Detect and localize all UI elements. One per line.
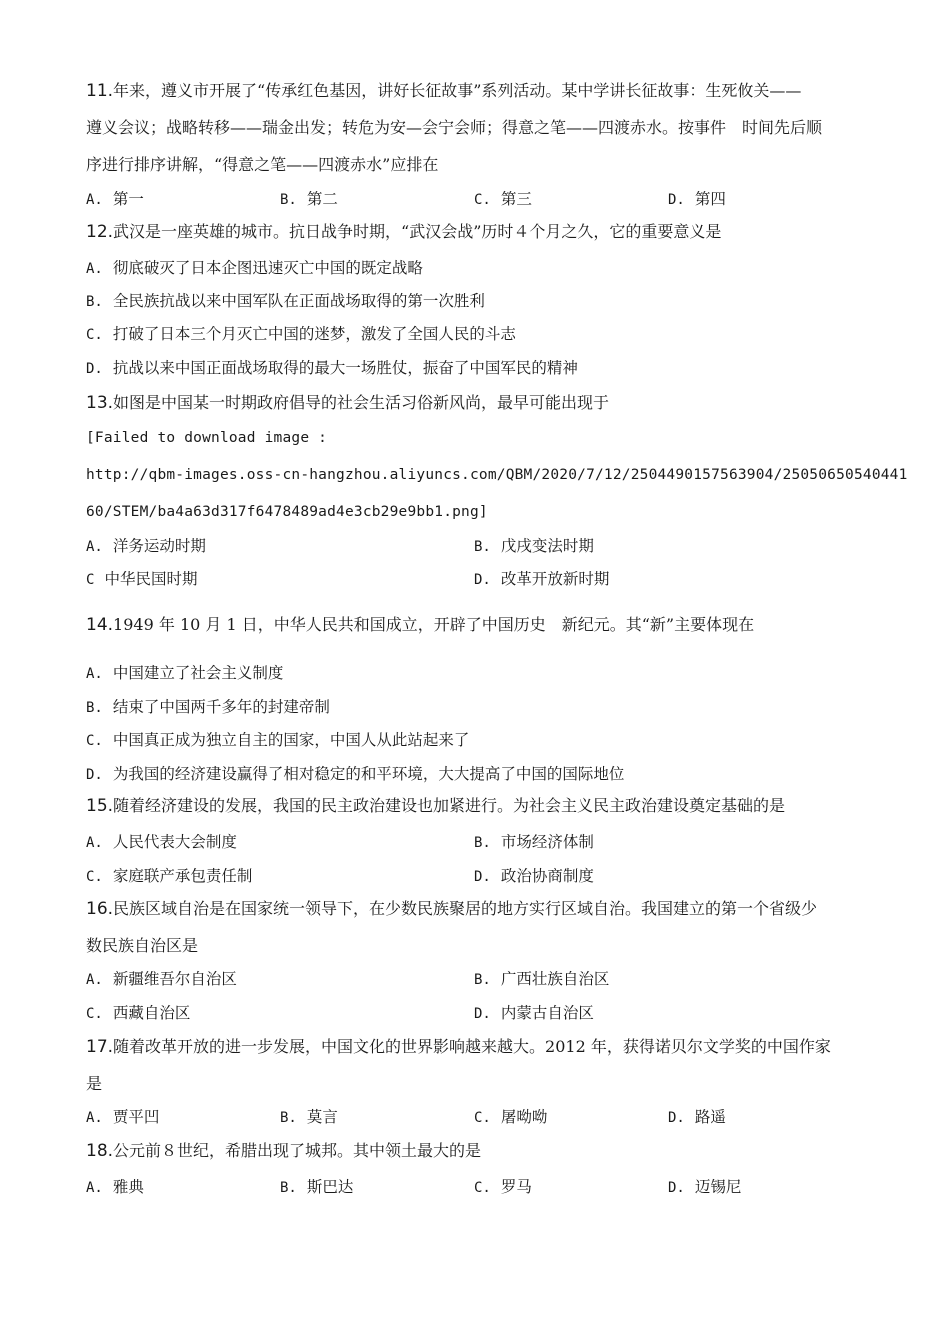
option-c: C 中华民国时期 [86, 570, 198, 588]
option-b: B. 戊戌变法时期 [474, 537, 594, 555]
option-c: C. 屠呦呦 [474, 1108, 548, 1126]
question-17-line-1: 17.随着改革开放的进一步发展，中国文化的世界影响越来越大。2012 年，获得诺贝尔文学奖的中国作家 [86, 1037, 831, 1057]
option-b: B. 市场经济体制 [474, 833, 594, 851]
option-d: D. 为我国的经济建设赢得了相对稳定的和平环境，大大提高了中国的国际地位 [86, 765, 625, 783]
option-c: C. 西藏自治区 [86, 1004, 191, 1022]
option-a: A. 人民代表大会制度 [86, 833, 237, 851]
option-b: B. 全民族抗战以来中国军队在正面战场取得的第一次胜利 [86, 292, 485, 310]
question-number: 16. [86, 899, 114, 919]
question-11-line-2: 遵义会议；战略转移——瑞金出发；转危为安—会宁会师；得意之笔——四渡赤水。按事件 时间先后顺 [86, 118, 823, 137]
question-13-line-1: 13.如图是中国某一时期政府倡导的社会生活习俗新风尚，最早可能出现于 [86, 393, 610, 413]
option-b: B. 第二 [280, 190, 338, 208]
question-number: 14. [86, 615, 114, 635]
option-a: A. 洋务运动时期 [86, 537, 206, 555]
option-d: D. 第四 [668, 190, 726, 208]
option-a: A. 中国建立了社会主义制度 [86, 664, 284, 682]
question-number: 13. [86, 393, 114, 413]
question-number: 11. [86, 81, 114, 101]
option-d: D. 政治协商制度 [474, 867, 594, 885]
option-d: D. 改革开放新时期 [474, 570, 610, 588]
option-a: A. 第一 [86, 190, 144, 208]
question-14-line-1: 14.1949 年 10 月 1 日，中华人民共和国成立，开辟了中国历史 新纪元。其“新”主要体现在 [86, 615, 755, 635]
question-16-line-2: 数民族自治区是 [86, 936, 199, 955]
option-d: D. 抗战以来中国正面战场取得的最大一场胜仗，振奋了中国军民的精神 [86, 359, 578, 377]
question-number: 17. [86, 1037, 114, 1057]
question-17-line-2: 是 [86, 1074, 103, 1093]
failed-image-url[interactable]: http://qbm-images.oss-cn-hangzhou.aliyuncs.com/QBM/2020/7/12/2504490157563904/25050650540441 [86, 467, 908, 483]
option-d: D. 路遥 [668, 1108, 726, 1126]
failed-image-notice-1: [Failed to download image : [86, 430, 328, 446]
option-d: D. 内蒙古自治区 [474, 1004, 594, 1022]
option-c: C. 中国真正成为独立自主的国家，中国人从此站起来了 [86, 731, 470, 749]
option-a: A. 彻底破灭了日本企图迅速灭亡中国的既定战略 [86, 259, 423, 277]
failed-image-notice-3: 60/STEM/ba4a63d317f6478489ad4e3cb29e9bb1.png] [86, 504, 488, 520]
option-c: C. 第三 [474, 190, 532, 208]
question-16-line-1: 16.民族区域自治是在国家统一领导下，在少数民族聚居的地方实行区域自治。我国建立的第一个省级少 [86, 899, 818, 919]
option-b: B. 广西壮族自治区 [474, 970, 610, 988]
option-c: C. 打破了日本三个月灭亡中国的迷梦，激发了全国人民的斗志 [86, 325, 516, 343]
question-15-line-1: 15.随着经济建设的发展，我国的民主政治建设也加紧进行。为社会主义民主政治建设奠定基础的是 [86, 796, 786, 816]
option-a: A. 雅典 [86, 1178, 144, 1196]
option-c: C. 罗马 [474, 1178, 532, 1196]
question-12-line-1: 12.武汉是一座英雄的城市。抗日战争时期，“武汉会战”历时４个月之久，它的重要意义是 [86, 222, 722, 242]
option-b: B. 结束了中国两千多年的封建帝制 [86, 698, 330, 716]
question-11-line-1: 11.年来，遵义市开展了“传承红色基因，讲好长征故事”系列活动。某中学讲长征故事：生死攸关—— [86, 81, 802, 101]
option-a: A. 贾平凹 [86, 1108, 160, 1126]
question-number: 12. [86, 222, 114, 242]
option-d: D. 迈锡尼 [668, 1178, 742, 1196]
option-c: C. 家庭联产承包责任制 [86, 867, 253, 885]
question-number: 15. [86, 796, 114, 816]
option-a: A. 新疆维吾尔自治区 [86, 970, 237, 988]
question-11-line-3: 序进行排序讲解，“得意之笔——四渡赤水”应排在 [86, 155, 439, 174]
option-b: B. 斯巴达 [280, 1178, 354, 1196]
question-18-line-1: 18.公元前８世纪，希腊出现了城邦。其中领土最大的是 [86, 1141, 482, 1161]
question-number: 18. [86, 1141, 114, 1161]
option-b: B. 莫言 [280, 1108, 338, 1126]
